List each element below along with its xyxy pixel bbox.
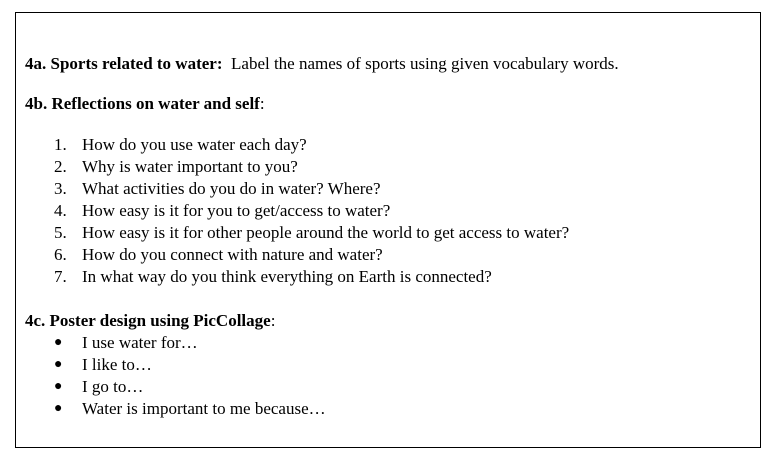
list-item-text: How do you connect with nature and water? [82, 245, 383, 264]
list-number: 6. [54, 245, 67, 264]
section-4b [25, 93, 265, 115]
section-4a [25, 53, 619, 75]
section-4b-heading: 4b. Reflections on water and self [25, 94, 260, 113]
section-4a-text: Label the names of sports using given vocabulary words. [222, 54, 619, 73]
bullet-icon: ● [54, 401, 63, 416]
list-item-text: In what way do you think everything on Earth is connected? [82, 267, 492, 286]
list-item-text: How do you use water each day? [82, 135, 307, 154]
bullet-icon: ● [54, 335, 63, 350]
section-4c [25, 310, 275, 332]
section-4b-suffix: : [259, 94, 265, 113]
list-number: 1. [54, 135, 67, 154]
list-item-text: I go to… [82, 377, 144, 396]
section-4c-heading: 4c. Poster design using PicCollage [25, 311, 271, 330]
list-item-text: I like to… [82, 355, 152, 374]
section-4c-suffix: : [270, 311, 276, 330]
list-number: 4. [54, 201, 67, 220]
list-number: 5. [54, 223, 67, 242]
document-frame [15, 12, 761, 448]
list-item-text: Why is water important to you? [82, 157, 298, 176]
list-number: 2. [54, 157, 67, 176]
list-item-text: How easy is it for other people around the world to get access to water? [82, 223, 570, 242]
list-item-text: How easy is it for you to get/access to water? [82, 201, 391, 220]
list-number: 7. [54, 267, 67, 286]
list-item-text: What activities do you do in water? Where? [82, 179, 381, 198]
section-4a-heading: 4a. Sports related to water: [25, 54, 223, 73]
list-item-text: I use water for… [82, 333, 198, 352]
bullet-icon: ● [54, 379, 63, 394]
bullet-icon: ● [54, 357, 63, 372]
list-item-text: Water is important to me because… [82, 399, 326, 418]
list-number: 3. [54, 179, 67, 198]
